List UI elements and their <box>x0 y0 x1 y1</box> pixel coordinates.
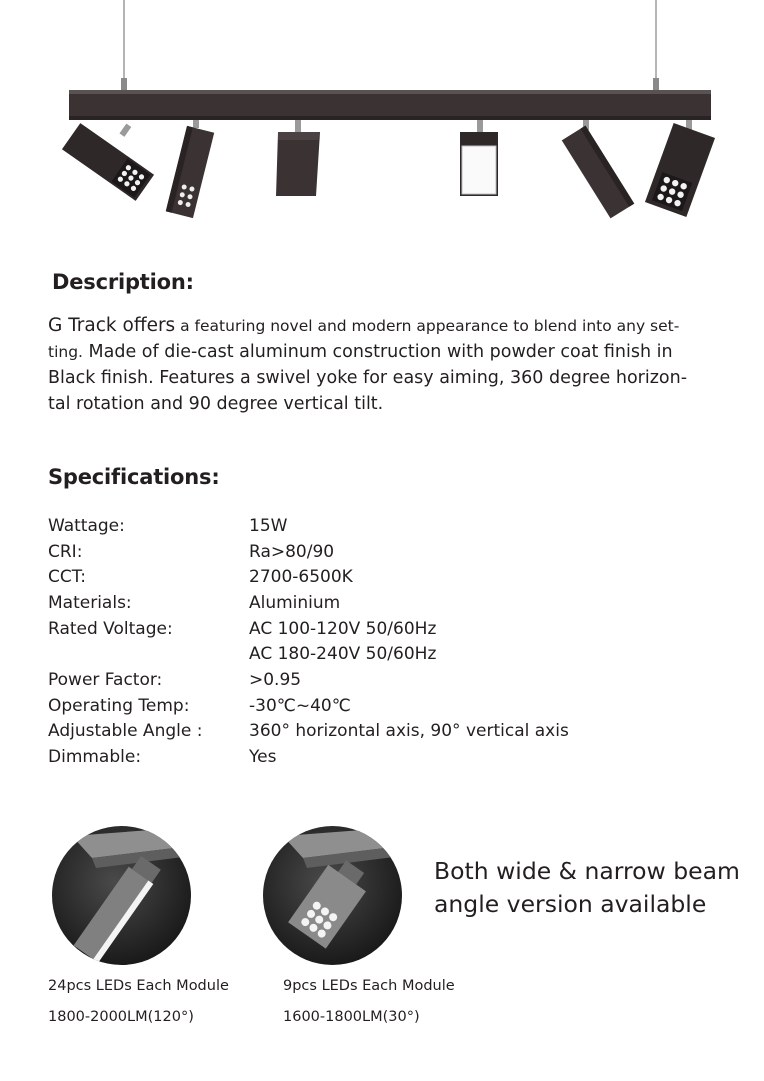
description-line-4: tal rotation and 90 degree vertical tilt. <box>48 394 384 414</box>
spec-value: 2700-6500K <box>249 567 353 588</box>
description-lead: G Track offers <box>48 315 176 336</box>
spec-label: Rated Voltage: <box>48 618 173 639</box>
spec-row-power-factor <box>48 667 668 693</box>
module-image-wide-beam <box>52 826 191 965</box>
spec-value: AC 100-120V 50/60Hz <box>249 618 437 639</box>
spec-label: Adjustable Angle : <box>48 721 203 742</box>
spec-row-adjustable-angle <box>48 719 668 745</box>
description-line-1: a featuring novel and modern appearance to blend into any set- <box>175 317 680 335</box>
description-text <box>48 313 708 417</box>
module-1-lumen: 1800-2000LM(120°) <box>48 1009 194 1025</box>
spec-row-materials <box>48 590 668 616</box>
beam-note-line-1: Both wide & narrow beam <box>434 857 740 885</box>
spec-value: 360° horizontal axis, 90° vertical axis <box>249 721 569 742</box>
spec-label: Materials: <box>48 592 132 613</box>
spec-value: Ra>80/90 <box>249 541 335 562</box>
spec-row-dimmable <box>48 744 668 770</box>
beam-availability-note <box>434 855 740 921</box>
spec-label: Power Factor: <box>48 669 163 690</box>
description-line-2: Made of die-cast aluminum construction with powder coat finish in <box>82 342 673 362</box>
module-2-leds: 9pcs LEDs Each Module <box>283 978 455 994</box>
spec-row-operating-temp <box>48 693 668 719</box>
module-2-lumen: 1600-1800LM(30°) <box>283 1009 420 1025</box>
spec-row-wattage <box>48 513 668 539</box>
spec-label: Dimmable: <box>48 747 142 768</box>
spec-row-cct <box>48 564 668 590</box>
spec-value: AC 180-240V 50/60Hz <box>249 644 437 665</box>
product-image-track-light <box>0 0 764 240</box>
spec-value: -30℃~40℃ <box>249 695 351 716</box>
specifications-table <box>48 513 668 770</box>
spec-value: Aluminium <box>249 592 341 613</box>
spec-value: Yes <box>249 747 277 768</box>
beam-note-line-2: angle version available <box>434 890 707 918</box>
spec-value: >0.95 <box>249 669 302 690</box>
spec-value: 15W <box>249 515 288 536</box>
spec-row-cri <box>48 539 668 565</box>
spec-label: Wattage: <box>48 515 125 536</box>
description-heading: Description: <box>52 270 194 294</box>
spec-label: CRI: <box>48 541 83 562</box>
spec-label: CCT: <box>48 567 86 588</box>
spec-label: Operating Temp: <box>48 695 190 716</box>
spec-row-rated-voltage <box>48 616 668 642</box>
description-line-2-start: ting. <box>48 343 83 361</box>
module-image-narrow-beam <box>263 826 402 965</box>
spec-row-rated-voltage-2 <box>48 641 668 667</box>
description-line-3: Black finish. Features a swivel yoke for easy aiming, 360 degree horizon- <box>48 368 688 388</box>
specifications-heading: Specifications: <box>48 465 220 489</box>
module-1-leds: 24pcs LEDs Each Module <box>48 978 229 994</box>
